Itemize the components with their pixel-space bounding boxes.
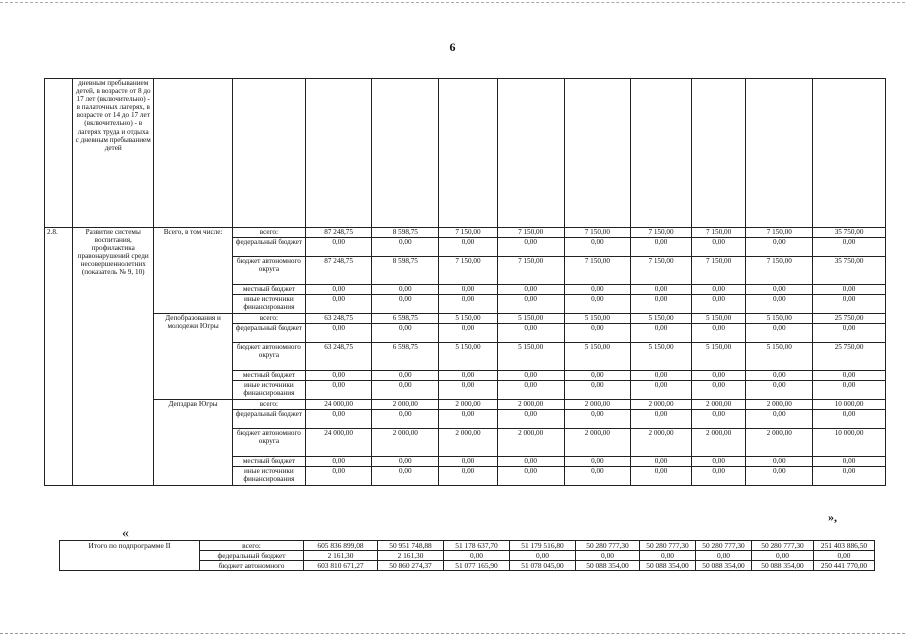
quote-close: », bbox=[828, 510, 837, 524]
summary-amount-cell: 50 280 777,30 bbox=[640, 541, 696, 551]
amount-cell: 7 150,00 bbox=[691, 228, 746, 238]
summary-table bbox=[59, 540, 875, 571]
quote-open: « bbox=[122, 526, 129, 541]
amount-cell: 0,00 bbox=[372, 324, 439, 343]
amount-cell: 35 750,00 bbox=[813, 228, 886, 238]
amount-cell: 2 000,00 bbox=[631, 429, 692, 457]
funding-source-label: бюджет автономного округа bbox=[233, 429, 306, 457]
program-table bbox=[44, 78, 886, 486]
amount-cell: 0,00 bbox=[305, 371, 372, 381]
amount-cell: 0,00 bbox=[497, 238, 564, 257]
amount-cell: 5 150,00 bbox=[691, 314, 746, 324]
amount-cell: 0,00 bbox=[746, 285, 813, 295]
funding-source-label: иные источники финансирования bbox=[233, 467, 306, 486]
amount-cell: 7 150,00 bbox=[564, 257, 631, 285]
executor-name: Депобразования и молодежи Югры bbox=[154, 314, 233, 400]
amount-cell: 0,00 bbox=[631, 371, 692, 381]
amount-cell: 7 150,00 bbox=[439, 228, 498, 238]
funding-source-label: местный бюджет bbox=[233, 371, 306, 381]
summary-amount-cell: 250 441 770,00 bbox=[814, 561, 875, 571]
amount-cell: 8 598,75 bbox=[372, 257, 439, 285]
summary-amount-cell: 2 161,30 bbox=[378, 551, 444, 561]
executor-name: Всего, в том числе: bbox=[154, 228, 233, 314]
summary-source-label: федеральный бюджет bbox=[200, 551, 304, 561]
amount-cell: 87 248,75 bbox=[305, 257, 372, 285]
amount-cell: 0,00 bbox=[372, 285, 439, 295]
amount-cell: 0,00 bbox=[691, 371, 746, 381]
amount-cell: 0,00 bbox=[813, 467, 886, 486]
summary-amount-cell: 50 280 777,30 bbox=[576, 541, 640, 551]
amount-cell: 8 598,75 bbox=[372, 228, 439, 238]
cell-empty bbox=[372, 79, 439, 228]
summary-amount-cell: 51 179 516,80 bbox=[510, 541, 576, 551]
amount-cell: 0,00 bbox=[372, 457, 439, 467]
funding-source-label: бюджет автономного округа bbox=[233, 343, 306, 371]
amount-cell: 7 150,00 bbox=[631, 257, 692, 285]
program-table-body bbox=[45, 79, 886, 486]
amount-cell: 2 000,00 bbox=[631, 400, 692, 410]
executor-name: Депздрав Югры bbox=[154, 400, 233, 486]
amount-cell: 0,00 bbox=[691, 381, 746, 400]
funding-source-label: федеральный бюджет bbox=[233, 410, 306, 429]
amount-cell: 24 000,00 bbox=[305, 400, 372, 410]
amount-cell: 0,00 bbox=[564, 410, 631, 429]
summary-amount-cell: 0,00 bbox=[510, 551, 576, 561]
amount-cell: 0,00 bbox=[746, 371, 813, 381]
amount-cell: 7 150,00 bbox=[691, 257, 746, 285]
amount-cell: 0,00 bbox=[631, 295, 692, 314]
amount-cell: 7 150,00 bbox=[439, 257, 498, 285]
summary-amount-cell: 0,00 bbox=[814, 551, 875, 561]
summary-amount-cell: 605 836 899,08 bbox=[304, 541, 378, 551]
amount-cell: 0,00 bbox=[372, 381, 439, 400]
amount-cell: 7 150,00 bbox=[564, 228, 631, 238]
summary-amount-cell: 50 088 354,00 bbox=[640, 561, 696, 571]
amount-cell: 0,00 bbox=[305, 324, 372, 343]
amount-cell: 0,00 bbox=[746, 238, 813, 257]
summary-amount-cell: 0,00 bbox=[444, 551, 510, 561]
amount-cell: 0,00 bbox=[372, 410, 439, 429]
amount-cell: 7 150,00 bbox=[631, 228, 692, 238]
amount-cell: 0,00 bbox=[497, 324, 564, 343]
amount-cell: 0,00 bbox=[813, 295, 886, 314]
cell-empty bbox=[691, 79, 746, 228]
amount-cell: 6 598,75 bbox=[372, 314, 439, 324]
amount-cell: 0,00 bbox=[439, 285, 498, 295]
cell-empty bbox=[631, 79, 692, 228]
amount-cell: 0,00 bbox=[813, 457, 886, 467]
amount-cell: 24 000,00 bbox=[305, 429, 372, 457]
scan-edge-bottom bbox=[0, 633, 905, 634]
amount-cell: 2 000,00 bbox=[564, 429, 631, 457]
amount-cell: 0,00 bbox=[691, 457, 746, 467]
summary-amount-cell: 251 403 886,50 bbox=[814, 541, 875, 551]
amount-cell: 0,00 bbox=[746, 467, 813, 486]
amount-cell: 0,00 bbox=[372, 238, 439, 257]
summary-amount-cell: 50 280 777,30 bbox=[752, 541, 814, 551]
amount-cell: 0,00 bbox=[305, 457, 372, 467]
amount-cell: 0,00 bbox=[813, 285, 886, 295]
section-name: Развитие системы воспитания, профилактика правонарушений среди несовершеннолетних (показатель № 9, 10) bbox=[73, 228, 154, 486]
amount-cell: 0,00 bbox=[564, 285, 631, 295]
cell-empty bbox=[439, 79, 498, 228]
amount-cell: 5 150,00 bbox=[691, 343, 746, 371]
amount-cell: 0,00 bbox=[691, 467, 746, 486]
amount-cell: 2 000,00 bbox=[691, 429, 746, 457]
amount-cell: 0,00 bbox=[813, 371, 886, 381]
cell-empty bbox=[45, 79, 73, 228]
amount-cell: 25 750,00 bbox=[813, 314, 886, 324]
amount-cell: 0,00 bbox=[439, 238, 498, 257]
summary-amount-cell: 603 810 671,27 bbox=[304, 561, 378, 571]
amount-cell: 0,00 bbox=[564, 324, 631, 343]
amount-cell: 5 150,00 bbox=[564, 343, 631, 371]
funding-source-label: местный бюджет bbox=[233, 457, 306, 467]
amount-cell: 5 150,00 bbox=[497, 343, 564, 371]
amount-cell: 0,00 bbox=[497, 295, 564, 314]
amount-cell: 5 150,00 bbox=[631, 343, 692, 371]
funding-source-label: местный бюджет bbox=[233, 285, 306, 295]
scan-edge-top bbox=[0, 2, 905, 3]
amount-cell: 0,00 bbox=[497, 371, 564, 381]
amount-cell: 0,00 bbox=[305, 467, 372, 486]
amount-cell: 0,00 bbox=[439, 381, 498, 400]
table-row bbox=[45, 314, 886, 324]
summary-amount-cell: 50 280 777,30 bbox=[696, 541, 752, 551]
summary-amount-cell: 0,00 bbox=[752, 551, 814, 561]
amount-cell: 0,00 bbox=[631, 467, 692, 486]
amount-cell: 0,00 bbox=[631, 457, 692, 467]
amount-cell: 87 248,75 bbox=[305, 228, 372, 238]
amount-cell: 2 000,00 bbox=[746, 400, 813, 410]
amount-cell: 0,00 bbox=[372, 467, 439, 486]
funding-source-label: бюджет автономного округа bbox=[233, 257, 306, 285]
funding-source-label: всего: bbox=[233, 228, 306, 238]
summary-amount-cell: 0,00 bbox=[640, 551, 696, 561]
amount-cell: 0,00 bbox=[564, 457, 631, 467]
page-number: 6 bbox=[449, 40, 456, 54]
amount-cell: 0,00 bbox=[439, 467, 498, 486]
amount-cell: 0,00 bbox=[691, 295, 746, 314]
amount-cell: 0,00 bbox=[305, 410, 372, 429]
amount-cell: 0,00 bbox=[746, 410, 813, 429]
amount-cell: 0,00 bbox=[439, 324, 498, 343]
funding-source-label: иные источники финансирования bbox=[233, 381, 306, 400]
amount-cell: 0,00 bbox=[746, 295, 813, 314]
cell-empty bbox=[233, 79, 306, 228]
amount-cell: 0,00 bbox=[691, 324, 746, 343]
amount-cell: 0,00 bbox=[305, 238, 372, 257]
amount-cell: 2 000,00 bbox=[439, 429, 498, 457]
cell-empty bbox=[564, 79, 631, 228]
summary-amount-cell: 2 161,30 bbox=[304, 551, 378, 561]
amount-cell: 7 150,00 bbox=[497, 257, 564, 285]
summary-amount-cell: 51 178 637,70 bbox=[444, 541, 510, 551]
summary-row bbox=[60, 541, 875, 551]
amount-cell: 0,00 bbox=[305, 381, 372, 400]
summary-source-label: всего: bbox=[200, 541, 304, 551]
amount-cell: 7 150,00 bbox=[746, 257, 813, 285]
amount-cell: 0,00 bbox=[497, 457, 564, 467]
amount-cell: 0,00 bbox=[564, 295, 631, 314]
summary-amount-cell: 50 088 354,00 bbox=[576, 561, 640, 571]
amount-cell: 0,00 bbox=[691, 410, 746, 429]
amount-cell: 5 150,00 bbox=[439, 314, 498, 324]
amount-cell: 0,00 bbox=[497, 381, 564, 400]
summary-title: Итого по подпрограмме II bbox=[60, 541, 200, 571]
amount-cell: 63 248,75 bbox=[305, 314, 372, 324]
amount-cell: 0,00 bbox=[631, 285, 692, 295]
amount-cell: 0,00 bbox=[813, 410, 886, 429]
summary-amount-cell: 50 088 354,00 bbox=[752, 561, 814, 571]
amount-cell: 5 150,00 bbox=[564, 314, 631, 324]
amount-cell: 0,00 bbox=[564, 467, 631, 486]
amount-cell: 0,00 bbox=[439, 457, 498, 467]
section-number: 2.8. bbox=[45, 228, 73, 486]
table-row bbox=[45, 400, 886, 410]
amount-cell: 10 000,00 bbox=[813, 400, 886, 410]
amount-cell: 0,00 bbox=[497, 467, 564, 486]
amount-cell: 2 000,00 bbox=[372, 429, 439, 457]
amount-cell: 0,00 bbox=[746, 324, 813, 343]
amount-cell: 10 000,00 bbox=[813, 429, 886, 457]
amount-cell: 6 598,75 bbox=[372, 343, 439, 371]
amount-cell: 5 150,00 bbox=[631, 314, 692, 324]
table-row bbox=[45, 228, 886, 238]
summary-amount-cell: 50 951 748,88 bbox=[378, 541, 444, 551]
summary-source-label: бюджет автономного bbox=[200, 561, 304, 571]
amount-cell: 0,00 bbox=[439, 371, 498, 381]
amount-cell: 0,00 bbox=[564, 238, 631, 257]
amount-cell: 35 750,00 bbox=[813, 257, 886, 285]
funding-source-label: федеральный бюджет bbox=[233, 324, 306, 343]
amount-cell: 0,00 bbox=[439, 410, 498, 429]
amount-cell: 2 000,00 bbox=[691, 400, 746, 410]
summary-table-body bbox=[60, 541, 875, 571]
amount-cell: 0,00 bbox=[813, 238, 886, 257]
table-row-continuation bbox=[45, 79, 886, 228]
cell-empty bbox=[746, 79, 813, 228]
amount-cell: 7 150,00 bbox=[497, 228, 564, 238]
amount-cell: 5 150,00 bbox=[746, 314, 813, 324]
amount-cell: 0,00 bbox=[305, 295, 372, 314]
amount-cell: 0,00 bbox=[746, 457, 813, 467]
amount-cell: 0,00 bbox=[631, 324, 692, 343]
cell-empty bbox=[154, 79, 233, 228]
amount-cell: 0,00 bbox=[497, 410, 564, 429]
amount-cell: 0,00 bbox=[497, 285, 564, 295]
amount-cell: 0,00 bbox=[631, 238, 692, 257]
cell-empty bbox=[497, 79, 564, 228]
amount-cell: 0,00 bbox=[305, 285, 372, 295]
amount-cell: 2 000,00 bbox=[372, 400, 439, 410]
summary-amount-cell: 51 078 045,00 bbox=[510, 561, 576, 571]
amount-cell: 2 000,00 bbox=[746, 429, 813, 457]
amount-cell: 2 000,00 bbox=[439, 400, 498, 410]
amount-cell: 63 248,75 bbox=[305, 343, 372, 371]
amount-cell: 2 000,00 bbox=[497, 429, 564, 457]
amount-cell: 5 150,00 bbox=[497, 314, 564, 324]
amount-cell: 0,00 bbox=[746, 381, 813, 400]
cell-empty bbox=[813, 79, 886, 228]
amount-cell: 0,00 bbox=[691, 285, 746, 295]
summary-amount-cell: 50 860 274,37 bbox=[378, 561, 444, 571]
amount-cell: 0,00 bbox=[564, 381, 631, 400]
amount-cell: 7 150,00 bbox=[746, 228, 813, 238]
amount-cell: 0,00 bbox=[813, 381, 886, 400]
amount-cell: 2 000,00 bbox=[564, 400, 631, 410]
continued-description: дневным пребыванием детей, в возрасте от 8 до 17 лет (включительно) - в палаточных лагерях, в возрасте от 14 до 17 лет (включительно) - в лагерях труда и отдыха с дневным пребыванием детей bbox=[73, 79, 154, 228]
amount-cell: 0,00 bbox=[691, 238, 746, 257]
amount-cell: 25 750,00 bbox=[813, 343, 886, 371]
summary-amount-cell: 0,00 bbox=[576, 551, 640, 561]
funding-source-label: федеральный бюджет bbox=[233, 238, 306, 257]
amount-cell: 5 150,00 bbox=[746, 343, 813, 371]
amount-cell: 0,00 bbox=[439, 295, 498, 314]
amount-cell: 2 000,00 bbox=[497, 400, 564, 410]
summary-amount-cell: 51 077 165,90 bbox=[444, 561, 510, 571]
funding-source-label: всего: bbox=[233, 314, 306, 324]
amount-cell: 0,00 bbox=[372, 295, 439, 314]
funding-source-label: иные источники финансирования bbox=[233, 295, 306, 314]
amount-cell: 0,00 bbox=[372, 371, 439, 381]
funding-source-label: всего: bbox=[233, 400, 306, 410]
amount-cell: 0,00 bbox=[813, 324, 886, 343]
summary-amount-cell: 0,00 bbox=[696, 551, 752, 561]
summary-amount-cell: 50 088 354,00 bbox=[696, 561, 752, 571]
amount-cell: 0,00 bbox=[631, 381, 692, 400]
amount-cell: 5 150,00 bbox=[439, 343, 498, 371]
cell-empty bbox=[305, 79, 372, 228]
amount-cell: 0,00 bbox=[631, 410, 692, 429]
amount-cell: 0,00 bbox=[564, 371, 631, 381]
